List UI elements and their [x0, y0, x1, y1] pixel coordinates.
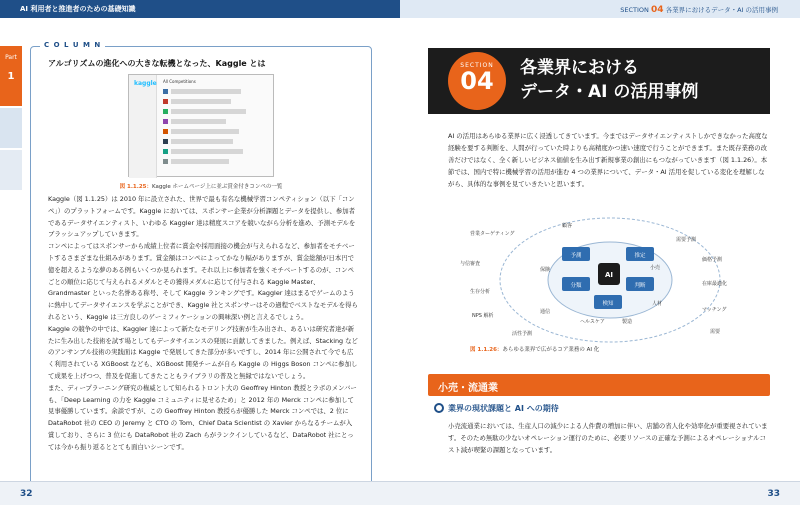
- kaggle-logo: kaggle: [134, 80, 157, 87]
- diagram-label: NPS 解析: [472, 313, 494, 319]
- part-tab-2: [0, 108, 22, 148]
- thumb-icon: [163, 99, 168, 104]
- diagram-label: 顧客: [562, 223, 573, 229]
- right-header-text: [620, 5, 778, 15]
- diagram-caption-number: 図 1.1.26：: [470, 347, 503, 353]
- thumb-icon: [163, 119, 168, 124]
- thumb-icon: [163, 139, 168, 144]
- paragraph: コンペによってはスポンサーから成績上位者に賞金や採用面接の機会が与えられるなど、参加者をモチベートするさまざまな仕組みがあります。賞金額はコンペによってかなり幅がありますが、賞金総額が日本円で億を超えるような夢のある例もいくつか見られます。それ以上に参加者を強くモチベートするのが、コンペごとの順位に応じて与えられるメダルとその獲得メダルに応じて付与される Kaggle Master、Grandmaster といった名誉ある称号、そして Kaggle ランキングです。Kaggler 達はまるでゲームのように熱中してデータサイエンスを学ぶことができ、Kaggle 社とスポンサーはその過程でベストなモデルを得られるという、Kaggle は三方良しのゲーミフィケーションの興味深い例と言えるでしょう。: [48, 242, 358, 321]
- figure-caption: [30, 182, 372, 190]
- diagram-caption-text: あらゆる業界で広がるコア業務の AI 化: [502, 347, 600, 353]
- part-label: Part: [5, 54, 17, 61]
- list-item: [171, 119, 226, 124]
- intro-text: AI の活用はあらゆる業界に広く浸透してきています。今まではデータサイエンティストしかできなかった高度な経験を要する判断を、人間が行っていた時よりも高精度かつ速い速度で行うことができます。また既存業務の改善だけではなく、全く新しいビジネス価値を生み出す新規事業の創出にもつながっていきます（図 1.1.26）。本節では、国内で特に機械学習の活用が進む 4 つの業界について、データ・AI 活用を促している変化を理解しながら、具体的な事例を見ていきたいと思います。: [448, 132, 768, 188]
- kaggle-screenshot: [128, 74, 274, 177]
- retail-text: 小売流通業においては、生産人口の減少による人件費の増加に伴い、店舗の省人化や効率化が重要視されています。そのため無駄の少ないオペレーション運行のために、必要リソースの正確な予測によるオペレーショナルコスト減が喫緊の課題となっています。: [448, 422, 768, 454]
- diagram-label: 需要: [710, 329, 721, 335]
- caption-text: Kaggle ホームページ上に並ぶ賞金付きコンペの一覧: [151, 184, 283, 190]
- header-section-number: 04: [650, 5, 664, 15]
- inner-node-label: 予測: [570, 253, 582, 259]
- section-title-line1: 各業界における: [520, 58, 639, 78]
- part-tab-active: [0, 46, 22, 106]
- header-section-label: SECTION: [620, 6, 649, 14]
- inner-node-label: 推定: [634, 253, 646, 259]
- list-item: [171, 149, 243, 154]
- part-number: 1: [7, 71, 15, 82]
- diagram-label: 小売: [650, 265, 661, 271]
- list-item: [171, 109, 246, 114]
- left-footer: [0, 481, 400, 505]
- diagram-label: マッチング: [702, 307, 727, 313]
- thumb-icon: [163, 89, 168, 94]
- diagram-label: 生存分析: [470, 289, 491, 295]
- paragraph: Kaggle（図 1.1.25）は 2010 年に設立された、世界で最も有名な機械学習コンペティション（以下「コンペ」）のプラットフォームです。Kaggle においては、スポンサー企業が分析課題とデータを提供し、参加者であるデータサイエンティスト、いわゆる Kaggler 達は精度スコアを競いながら分析を進め、予測モデルをブラッシュアップしていきます。: [48, 195, 356, 239]
- section-title-line2: データ・AI の活用事例: [520, 82, 699, 102]
- list-item: [171, 129, 239, 134]
- diagram-label: 保険: [540, 267, 551, 273]
- diagram-label: ヘルスケア: [580, 319, 605, 325]
- retail-heading: 小売・流通業: [438, 383, 498, 394]
- diagram-caption: [470, 345, 599, 353]
- screenshot-sidebar: [129, 75, 157, 178]
- diagram-label: 活性予測: [512, 331, 533, 337]
- diagram-label: 製造: [622, 319, 633, 325]
- screenshot-title: All Competitions: [163, 79, 196, 84]
- thumb-icon: [163, 159, 168, 164]
- list-item: [171, 99, 231, 104]
- diagram-label: 需要予測: [676, 237, 697, 243]
- list-item: [171, 89, 241, 94]
- column-label: C O L U M N: [40, 41, 105, 49]
- header-section-title: 各業界におけるデータ・AI の活用事例: [665, 6, 778, 14]
- ai-industry-diagram: [440, 205, 780, 360]
- right-footer: [400, 481, 800, 505]
- thumb-icon: [163, 149, 168, 154]
- caption-number: 図 1.1.25：: [119, 184, 152, 190]
- thumb-icon: [163, 109, 168, 114]
- section-title: [520, 56, 698, 104]
- paragraph: また、ディープラーニング研究の権威として知られるトロント大の Geoffrey Hinton 教授とラボのメンバーも、「Deep Learning の力を Kaggle コミュニティに見せるため」と 2012 年の Merck コンペに参加して見事優勝しています。余談ですが、この Geoffrey Hinton 教授らが優勝した Merck コンペでは、2 位に DataRobot 社の CEO の Jeremy と CTO の Tom、Chief Data Scientist の Xavier からなるチームが入賞しており、さらに 3 位にも DataRobot 社の Zach らがランクインしているなど、DataRobot 社にとっては今から振り返るととても面白いシーンです。: [48, 383, 357, 451]
- column-title: アルゴリズムの進化への大きな転機となった、Kaggle とは: [48, 59, 266, 68]
- page-number: 32: [20, 489, 33, 499]
- sub-heading: 業界の現状課題と AI への期待: [448, 404, 559, 413]
- section-label: SECTION: [460, 62, 494, 69]
- thumb-icon: [163, 129, 168, 134]
- inner-node-label: 分類: [570, 283, 582, 289]
- left-header-text: AI 利用者と推進者のための基礎知識: [20, 5, 136, 13]
- diagram-label: 在庫最適化: [702, 281, 728, 287]
- diagram-label: 営業ターゲティング: [470, 231, 515, 237]
- inner-node-label: 判断: [634, 283, 646, 289]
- inner-node-label: 検知: [602, 301, 614, 307]
- diagram-label: 価格予測: [702, 257, 723, 263]
- list-item: [171, 159, 229, 164]
- list-item: [171, 139, 233, 144]
- section-badge: [448, 52, 506, 110]
- ai-center-label: AI: [604, 271, 614, 279]
- bullet-circle-icon: [434, 403, 444, 413]
- section-number: 04: [460, 67, 494, 95]
- diagram-label: 与信審査: [460, 261, 481, 267]
- column-body: [48, 194, 358, 454]
- part-tab: [0, 46, 22, 236]
- page-number: 33: [767, 489, 780, 499]
- part-tab-3: [0, 150, 22, 190]
- paragraph: Kaggle の競争の中では、Kaggler 達によって新たなモデリング技術が生み出され、あるいは研究者達が新たに生み出した技術を試す場としてもデータサイエンスの発展に貢献してきました。例えば、Stacking などのアンサンブル技術の実践面は Kaggle で発展してきた部分が多いですし、2014 年に公開されて今でも広く利用されている XGBoost なども、XGBoost 開発チームが自ら Kaggle の Higgs Boson コンペに参加して成果を上げつつ、普及を促進してきたこともライブラリの普及と無縁ではないでしょう。: [48, 324, 358, 380]
- diagram-label: 通信: [540, 309, 551, 315]
- diagram-label: 人材: [652, 301, 663, 307]
